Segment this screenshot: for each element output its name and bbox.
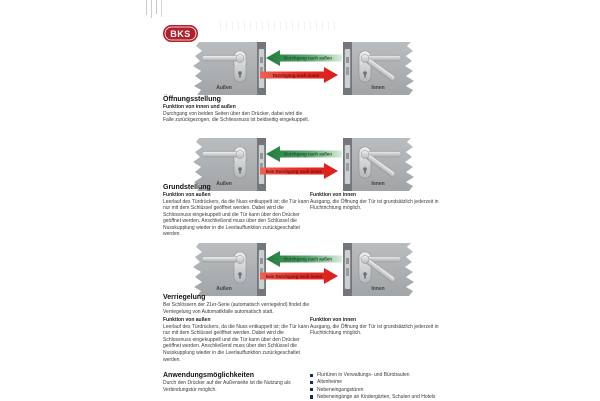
passage-arrows xyxy=(260,248,344,290)
column-body: Leerlauf des Türdrückers, da die Nuss entkuppelt ist; die Tür kann nur mit dem Schlüssel geöffnet werden. Dabei wird die Schlossnuss eingekuppelt und die Tür kann über den Drücker geöffnet werden. Anschließend muss über den Schlüssel die Nusskupplung wieder in die Leerlauffunktion zurückgeschaltet werden. xyxy=(163,198,310,238)
red-arrow-label: kein Durchgang nach innen xyxy=(265,273,323,279)
door-label-inside: Innen xyxy=(371,85,385,91)
section-open-position xyxy=(163,96,463,124)
diagram-open-position xyxy=(190,42,419,95)
section-locked-position xyxy=(163,294,463,363)
applications-list-item: Nebeneingänge an Kindergärten, Schulen und Hotels xyxy=(310,394,480,401)
door-label-outside: Außen xyxy=(216,181,232,187)
section-title: Grundstellung xyxy=(163,184,211,191)
applications-list-item: Flurtüren in Verwaltungs- und Bürobauten xyxy=(310,372,480,379)
crop-mark xyxy=(151,0,152,18)
column-function-inside xyxy=(310,192,460,238)
passage-arrows xyxy=(260,143,344,185)
column-body: Leerlauf des Türdrückers, da die Nuss entkuppelt ist; die Tür kann nur mit dem Schlüssel geöffnet werden. Dabei wird die Schlossnuss eingekuppelt und die Tür kann über den Drücker geöffnet werden. Anschließend muss über den Schlüssel die Nusskupplung wieder in die Leerlauffunktion zurückgeschaltet werden. xyxy=(163,323,310,363)
bks-logo xyxy=(163,25,198,42)
door-label-outside: Außen xyxy=(216,85,232,91)
section-intro: Bei Schlössern der 21er-Serie (automatisch verriegelnd) findet die Verriegelung von Automatikfalle automatisch statt. xyxy=(163,302,310,315)
column-body: Ausgang, die Öffnung der Tür ist grundsätzlich jederzeit in Fluchtrichtung möglich. xyxy=(310,323,439,337)
green-arrow-label: Durchgang nach außen xyxy=(284,151,332,157)
applications-body: Durch den Drücker auf der Außenseite ist die Nutzung als Verbindungstür möglich. xyxy=(163,380,291,393)
section-body: Durchgang von beiden Seiten über den Drücker, dabei wird die Falle zurückgezogen, die Schliessnuss ist beidseitig eingekuppelt. xyxy=(163,110,310,124)
section-applications xyxy=(163,372,313,393)
column-body: Ausgang, die Öffnung der Tür ist grundsätzlich jederzeit in Fluchtrichtung möglich. xyxy=(310,198,439,212)
section-title: Öffnungsstellung xyxy=(163,96,221,103)
bks-logo-text: BKS xyxy=(170,28,191,39)
section-subtitle: Funktion von innen und außen xyxy=(163,104,236,110)
passage-arrows xyxy=(260,47,344,89)
green-arrow-label: Durchgang nach außen xyxy=(284,256,332,262)
red-arrow-label: Durchgang nach innen xyxy=(272,72,320,78)
door-label-inside: Innen xyxy=(371,181,385,187)
crop-mark xyxy=(146,0,147,15)
applications-list-item: Nebeneingangstüren xyxy=(310,387,480,394)
section-title: Verriegelung xyxy=(163,294,206,301)
door-label-inside: Innen xyxy=(371,286,385,292)
green-arrow-label: Durchgang nach außen xyxy=(284,55,332,61)
column-function-outside xyxy=(163,192,310,238)
column-subtitle: Funktion von innen xyxy=(310,317,357,324)
applications-list-item: Altenheime xyxy=(310,379,480,386)
column-subtitle: Funktion von außen xyxy=(163,317,211,324)
crop-mark xyxy=(161,0,162,17)
column-function-outside xyxy=(163,317,310,363)
column-subtitle: Funktion von außen xyxy=(163,192,211,198)
column-subtitle: Funktion von innen xyxy=(310,192,357,198)
diagram-locked-position xyxy=(190,243,419,296)
scan-artifact-stripes xyxy=(220,22,338,30)
crop-mark xyxy=(156,0,157,14)
door-label-outside: Außen xyxy=(216,286,232,292)
applications-list xyxy=(310,372,480,401)
red-arrow-label: kein Durchgang nach innen xyxy=(265,168,323,174)
column-function-inside xyxy=(310,317,460,363)
applications-title: Anwendungsmöglichkeiten xyxy=(163,372,255,379)
section-basic-position xyxy=(163,184,463,238)
